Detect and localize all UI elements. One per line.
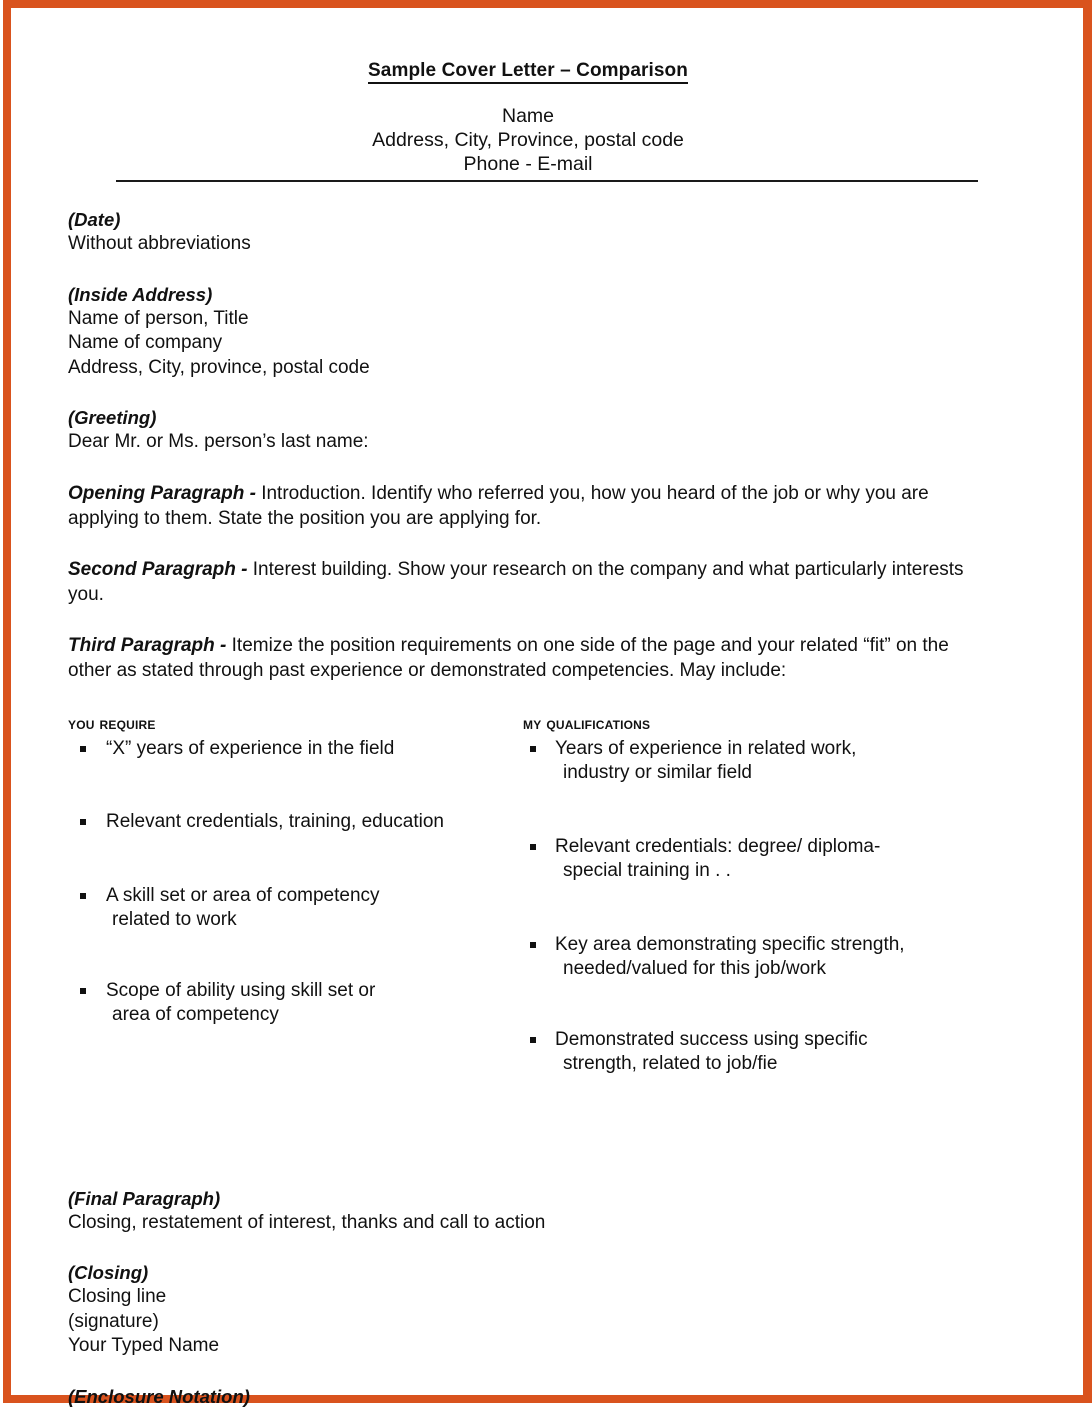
section-closing-line-2: (signature) [68,1310,159,1332]
square-bullet-icon [530,844,536,850]
paragraph-opening-body: Introduction. Identify who referred you, how you heard of the job or why you are applying to them. State the position you are applying for. [68,482,929,529]
list-item-line-1: A skill set or area of competency [106,884,380,906]
list-item-line-1: Demonstrated success using specific [555,1028,868,1050]
list-item [68,737,523,762]
list-item-line-2: area of competency [112,1004,279,1025]
square-bullet-icon [530,1037,536,1043]
list-item-line-1: Relevant credentials, training, education [106,811,444,832]
list-item-line-2: needed/valued for this job/work [563,958,826,979]
list-item-line-2: strength, related to job/fie [563,1053,778,1074]
list-item [523,835,988,884]
section-inside-address [68,283,988,381]
letterhead-name: Name [501,105,555,127]
document-title-text: Sample Cover Letter – Comparison [368,60,688,84]
section-inside-address-line-2: Name of company [68,332,223,353]
section-date-heading: (Date) [68,209,121,230]
list-item [68,979,523,1028]
section-date [68,208,988,257]
letterhead-contact: Phone - E-mail [463,153,593,175]
square-bullet-icon [80,746,86,752]
paragraph-third [68,633,988,683]
list-item-line-2: related to work [112,909,237,930]
square-bullet-icon [80,988,86,994]
page-border-top [3,0,1092,8]
section-closing [68,1261,988,1359]
comparison-table [68,713,988,1123]
list-item [523,737,988,786]
page-border-right [1083,0,1092,1403]
list-item-line-1: Years of experience in related work, [555,737,857,759]
list-item-line-2: industry or similar field [563,762,752,783]
header-divider [116,180,978,182]
square-bullet-icon [530,746,536,752]
section-inside-address-line-3: Address, City, province, postal code [68,356,370,378]
section-inside-address-heading: (Inside Address) [68,283,213,305]
letterhead [68,104,988,176]
document-sheet [11,8,1083,1407]
section-enclosure [68,1385,988,1409]
paragraph-second [68,557,988,607]
paragraph-third-body: Itemize the position requirements on one side of the page and your related “fit” on the other as stated through past experience or demonstrated competencies. May include: [68,634,949,681]
section-closing-heading: (Closing) [68,1262,149,1283]
comparison-right-list [523,737,988,1077]
square-bullet-icon [80,819,86,825]
document-body [68,60,988,1409]
section-greeting-heading: (Greeting) [68,407,157,428]
comparison-column-qualifications [523,713,988,1123]
section-greeting-line-1: Dear Mr. or Ms. person’s last name: [68,431,369,452]
list-item-line-1: Key area demonstrating specific strength, [555,933,905,955]
section-final-paragraph-heading: (Final Paragraph) [68,1187,221,1209]
square-bullet-icon [530,942,536,948]
list-item-line-2: special training in . . [563,860,731,881]
comparison-spacer [68,1123,988,1151]
letterhead-address: Address, City, Province, postal code [372,129,684,151]
section-closing-line-1: Closing line [68,1286,167,1307]
paragraph-second-body: Interest building. Show your research on the company and what particularly interests you. [68,558,964,605]
document-title [68,60,988,82]
section-inside-address-line-1: Name of person, Title [68,307,249,329]
paragraph-third-lead: Third Paragraph - [68,634,232,656]
list-item-line-1: Scope of ability using skill set or [106,979,376,1001]
list-item-line-1: “X” years of experience in the field [106,737,395,759]
paragraph-opening [68,481,988,531]
section-enclosure-heading: (Enclosure Notation) [68,1385,250,1407]
list-item [523,1028,988,1077]
list-item [523,933,988,982]
section-date-line-1: Without abbreviations [68,233,251,254]
section-final-paragraph-line-1: Closing, restatement of interest, thanks and call to action [68,1211,546,1233]
comparison-left-list [68,737,523,1028]
comparison-right-heading: my qualifications [523,713,651,733]
section-closing-line-3: Your Typed Name [68,1335,220,1356]
section-greeting [68,406,988,455]
comparison-left-heading: you require [68,713,156,733]
comparison-column-requirements [68,713,523,1123]
list-item [68,884,523,933]
list-item-line-1: Relevant credentials: degree/ diploma- [555,835,881,857]
page-border-left [3,0,11,1403]
list-item [68,810,523,835]
paragraph-opening-lead: Opening Paragraph - [68,482,262,504]
section-final-paragraph [68,1187,988,1236]
paragraph-second-lead: Second Paragraph - [68,558,253,580]
square-bullet-icon [80,893,86,899]
